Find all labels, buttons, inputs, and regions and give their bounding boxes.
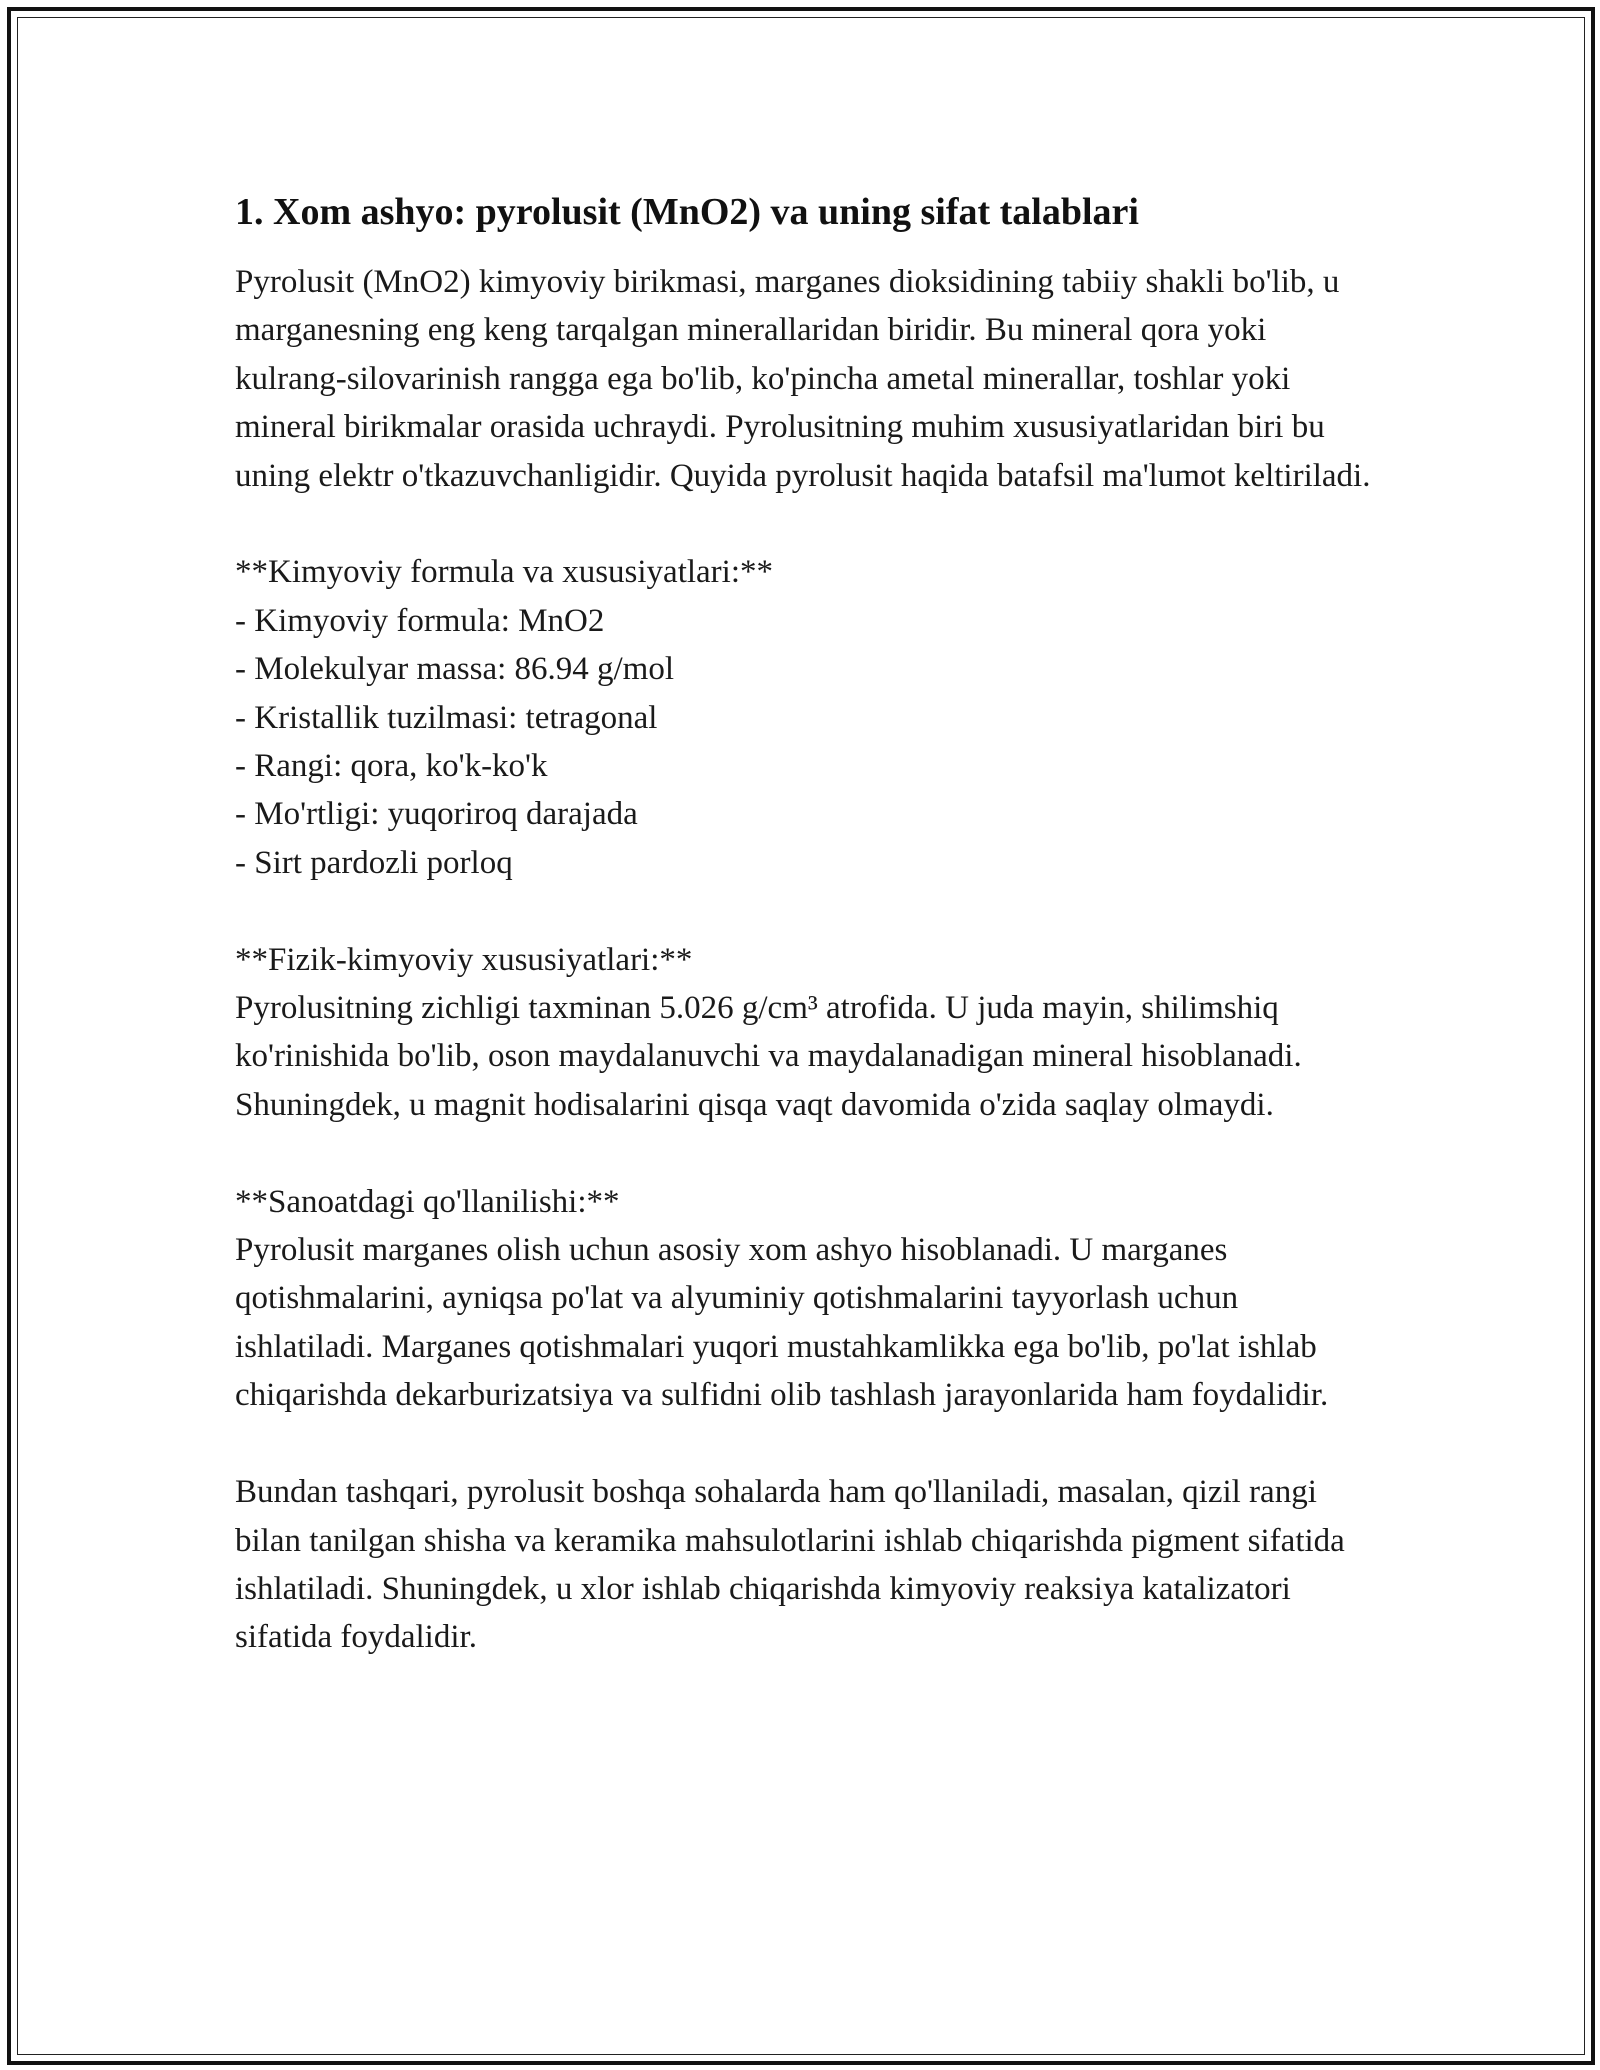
- spacer: [235, 1420, 1375, 1468]
- physical-paragraph: Pyrolusitning zichligi taxminan 5.026 g/cm³ atrofida. U juda mayin, shilimshiq ko'rinishida bo'lib, oson maydalanuvchi va maydalanadigan mineral hisoblanadi. Shuningdek, u magnit hodisalarini qisqa vaqt davomida o'zida saqlay olmaydi.: [235, 990, 1302, 1123]
- list-item: - Molekulyar massa: 86.94 g/mol: [235, 651, 675, 688]
- list-item: - Kristallik tuzilmasi: tetragonal: [235, 699, 658, 736]
- document-body: [235, 186, 1375, 1662]
- section-heading: 1. Xom ashyo: pyrolusit (MnO2) va uning sifat talablari: [235, 191, 1139, 233]
- list-item: - Mo'rtligi: yuqoriroq darajada: [235, 796, 638, 833]
- closing-paragraph: Bundan tashqari, pyrolusit boshqa sohalarda ham qo'llaniladi, masalan, qizil rangi bilan tanilgan shisha va keramika mahsulotlarini ishlab chiqarishda pigment sifatida ishlatiladi. Shuningdek, u xlor ishlab chiqarishda kimyoviy reaksiya katalizatori sifatida foydalidir.: [235, 1474, 1345, 1656]
- subsection-title-formula: **Kimyoviy formula va xususiyatlari:**: [235, 554, 774, 591]
- list-item: - Rangi: qora, ko'k-ko'k: [235, 748, 548, 785]
- subsection-title-physical: **Fizik-kimyoviy xususiyatlari:**: [235, 941, 693, 978]
- industry-paragraph: Pyrolusit marganes olish uchun asosiy xom ashyo hisoblanadi. U marganes qotishmalarini, ayniqsa po'lat va alyuminiy qotishmalarini tayyorlash uchun ishlatiladi. Marganes qotishmalari yuqori mustahkamlikka ega bo'lib, po'lat ishlab chiqarishda dekarburizatsiya va sulfidni olib tashlash jarayonlarida ham foydalidir.: [235, 1232, 1329, 1414]
- intro-paragraph: Pyrolusit (MnO2) kimyoviy birikmasi, marganes dioksidining tabiiy shakli bo'lib, u marganesning eng keng tarqalgan minerallaridan biridir. Bu mineral qora yoki kulrang-silovarinish rangga ega bo'lib, ko'pincha ametal minerallar, toshlar yoki mineral birikmalar orasida uchraydi. Pyrolusitning muhim xususiyatlaridan biri bu uning elektr o'tkazuvchanligidir. Quyida pyrolusit haqida batafsil ma'lumot keltiriladi.: [235, 264, 1371, 494]
- list-item: - Kimyoviy formula: MnO2: [235, 602, 605, 639]
- spacer: [235, 1129, 1375, 1177]
- subsection-title-industry: **Sanoatdagi qo'llanilishi:**: [235, 1183, 620, 1220]
- list-item: - Sirt pardozli porloq: [235, 844, 513, 881]
- spacer: [235, 887, 1375, 935]
- spacer: [235, 500, 1375, 548]
